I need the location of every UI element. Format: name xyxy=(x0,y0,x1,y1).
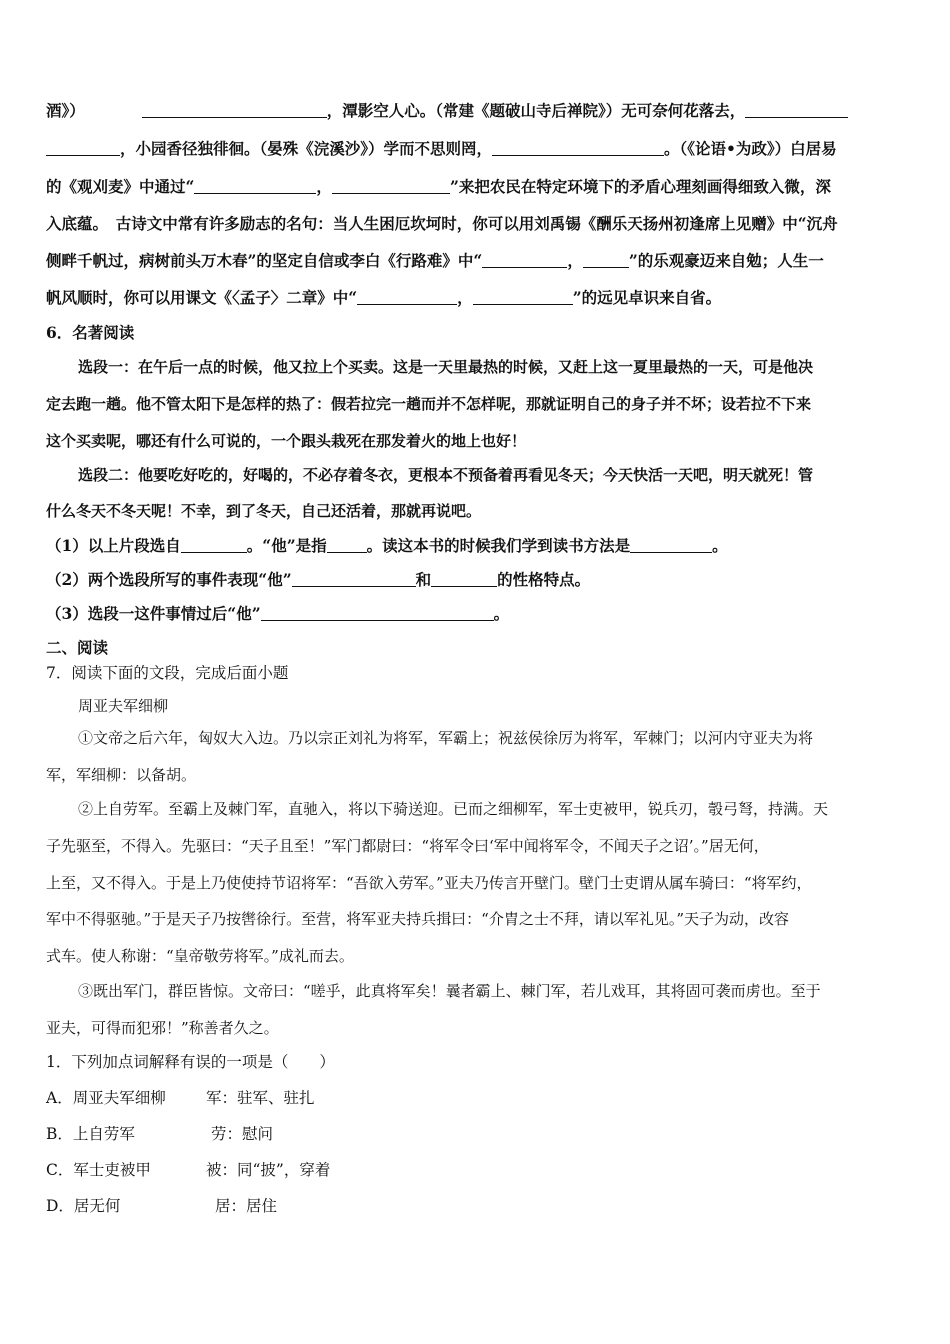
answer-blank[interactable] xyxy=(431,570,497,587)
answer-blank[interactable] xyxy=(261,604,494,621)
answer-blank[interactable] xyxy=(327,536,367,553)
poetry-line-2 xyxy=(46,138,837,160)
text: 的性格特点。 xyxy=(497,570,591,589)
option-label: A．周亚夫军细柳 xyxy=(46,1089,166,1107)
poetry-line-5 xyxy=(46,250,824,272)
section-title: 二、阅读 xyxy=(46,638,109,657)
text: ”来把农民在特定环境下的矛盾心理刻画得细致入微，深 xyxy=(449,177,831,196)
q6-excerpt2-line1: 选段二：他要吃好吃的，好喝的，不必存着冬衣，更根本不预备着再看见冬天；今天快活一天吧，明天就死！管 xyxy=(78,466,814,484)
text: 。 xyxy=(493,604,510,623)
text: ”的乐观豪迈来自勉；人生一 xyxy=(628,251,824,270)
answer-blank[interactable] xyxy=(332,177,450,194)
q6-excerpt1-line1: 选段一：在午后一点的时候，他又拉上个买卖。这是一天里最热的时候，又赶上这一夏里最热的一天，可是他决 xyxy=(78,358,814,376)
poetry-line-3 xyxy=(46,176,831,198)
passage-para2-line5: 式车。使人称谢：“皇帝敬劳将军。”成礼而去。 xyxy=(46,947,354,965)
poetry-line-1 xyxy=(46,100,848,122)
q7-subquestion: 1．下列加点词解释有误的一项是（ ） xyxy=(46,1053,335,1071)
poetry-line-4: 入底蕴。 古诗文中常有许多励志的名句：当人生困厄坎坷时，你可以用刘禹锡《酬乐天扬州初逢席上见赠》中“沉舟 xyxy=(46,214,838,233)
option-gloss: 军：驻军、驻扎 xyxy=(206,1089,315,1107)
text: ， xyxy=(316,177,332,196)
text: ，小园香径独徘徊。（晏殊《浣溪沙》）学而不思则罔， xyxy=(120,139,493,158)
option-gloss: 居：居住 xyxy=(215,1197,278,1215)
text: 。“他”是指 xyxy=(246,536,327,555)
answer-blank[interactable] xyxy=(142,101,327,118)
passage-para3-line2: 亚夫，可得而犯邪！”称善者久之。 xyxy=(46,1019,279,1037)
option-d[interactable] xyxy=(46,1195,278,1217)
q6-title: 6．名著阅读 xyxy=(46,323,135,342)
q6-sub1 xyxy=(46,535,728,557)
passage-para1-line1: ①文帝之后六年，匈奴大入边。乃以宗正刘礼为将军，军霸上；祝兹侯徐厉为将军，军棘门；以河内守亚夫为将 xyxy=(78,729,814,747)
answer-blank[interactable] xyxy=(292,570,416,587)
text: 和 xyxy=(415,570,432,589)
text: （1）以上片段选自 xyxy=(46,536,181,555)
option-label: C．军士吏被甲 xyxy=(46,1161,151,1179)
passage-para2-line4: 军中不得驱驰。”于是天子乃按辔徐行。至营，将军亚夫持兵揖曰：“介胄之士不拜，请以军礼见。”天子为动，改容 xyxy=(46,910,790,928)
q6-sub3 xyxy=(46,603,509,625)
text: （2）两个选段所写的事件表现“他” xyxy=(46,570,292,589)
answer-blank[interactable] xyxy=(357,288,457,305)
q6-sub2 xyxy=(46,569,590,591)
option-label: B．上自劳军 xyxy=(46,1125,135,1143)
q6-excerpt1-line2: 定去跑一趟。他不管太阳下是怎样的热了：假若拉完一趟而并不怎样呢，那就证明自己的身子并不坏；设若拉不下来 xyxy=(46,395,812,413)
answer-blank[interactable] xyxy=(630,536,712,553)
answer-blank[interactable] xyxy=(492,139,664,156)
answer-blank[interactable] xyxy=(745,101,848,118)
passage-para2-line3: 上至，又不得入。于是上乃使使持节诏将军：“吾欲入劳军。”亚夫乃传言开壁门。壁门士吏谓从属车骑曰：“将军约， xyxy=(46,874,812,892)
text: 侧畔千帆过，病树前头万木春”的坚定自信或李白《行路难》中“ xyxy=(46,251,483,270)
answer-blank[interactable] xyxy=(473,288,573,305)
passage-title: 周亚夫军细柳 xyxy=(78,697,169,715)
q7-intro: 7．阅读下面的文段，完成后面小题 xyxy=(46,664,289,682)
text: 的《观刈麦》中通过“ xyxy=(46,177,195,196)
option-label: D．居无何 xyxy=(46,1197,121,1215)
text: ，潭影空人心。（常建《题破山寺后禅院》）无可奈何花落去， xyxy=(326,101,746,120)
answer-blank[interactable] xyxy=(194,177,316,194)
text: （3）选段一这件事情过后“他” xyxy=(46,604,261,623)
text: ， xyxy=(567,251,583,270)
option-gloss: 劳：慰问 xyxy=(211,1125,274,1143)
option-gloss: 被：同“披”，穿着 xyxy=(206,1161,331,1179)
answer-blank[interactable] xyxy=(583,251,629,268)
answer-blank[interactable] xyxy=(181,536,247,553)
text: 。读这本书的时候我们学到读书方法是 xyxy=(366,536,631,555)
text: 酒》） xyxy=(46,101,85,120)
answer-blank[interactable] xyxy=(482,251,567,268)
text: 。 xyxy=(712,536,728,555)
poetry-line-6 xyxy=(46,287,721,309)
text: ， xyxy=(457,288,473,307)
q6-excerpt1-line3: 这个买卖呢，哪还有什么可说的，一个跟头栽死在那发着火的地上也好！ xyxy=(46,432,527,450)
passage-para3-line1: ③既出军门，群臣皆惊。文帝曰：“嗟乎，此真将军矣！曩者霸上、棘门军，若儿戏耳，其将固可袭而虏也。至于 xyxy=(78,982,821,1000)
text: 。（《论语•为政》）白居易 xyxy=(664,139,837,158)
passage-para1-line2: 军，军细柳：以备胡。 xyxy=(46,766,197,784)
answer-blank[interactable] xyxy=(46,139,120,156)
passage-para2-line2: 子先驱至，不得入。先驱曰：“天子且至！”军门都尉曰：“将军令曰‘军中闻将军令，不闻天子之诏’。”居无何， xyxy=(46,837,769,855)
passage-para2-line1: ②上自劳军。至霸上及棘门军，直驰入，将以下骑送迎。已而之细柳军，军士吏被甲，锐兵刃，彀弓弩，持满。天 xyxy=(78,800,829,818)
option-a[interactable] xyxy=(46,1087,315,1109)
option-b[interactable] xyxy=(46,1123,274,1145)
q6-excerpt2-line2: 什么冬天不冬天呢！不幸，到了冬天，自己还活着，那就再说吧。 xyxy=(46,502,482,520)
text: ”的远见卓识来自省。 xyxy=(572,288,722,307)
text: 帆风顺时，你可以用课文《〈孟子〉二章》中“ xyxy=(46,288,358,307)
option-c[interactable] xyxy=(46,1159,331,1181)
